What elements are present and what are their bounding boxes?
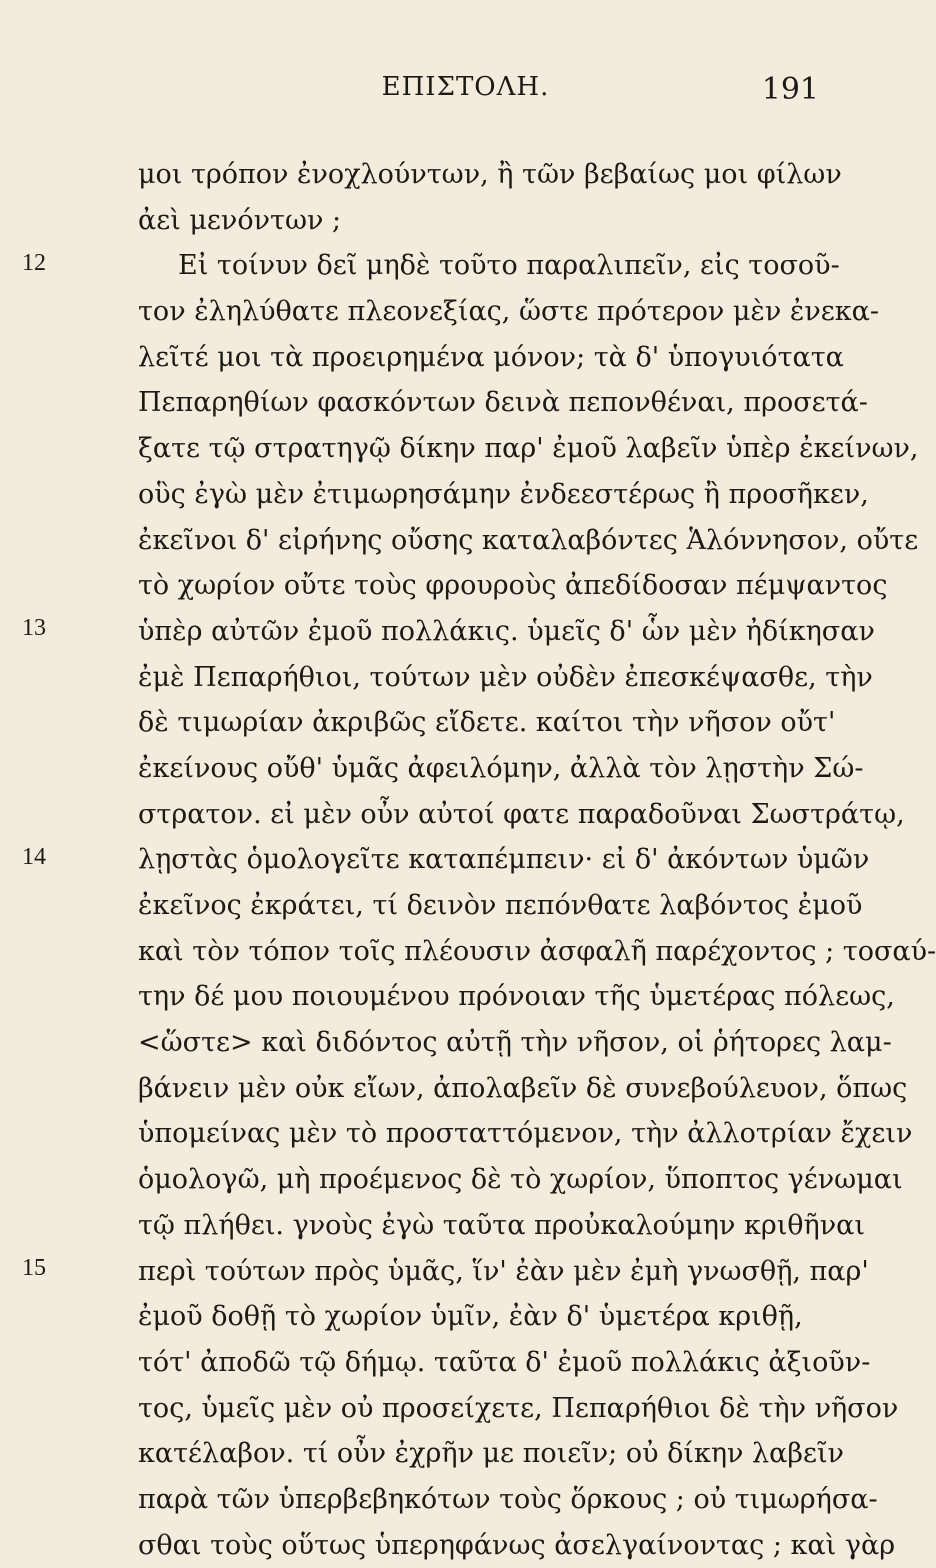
- text-line: οὓς ἐγὼ μὲν ἐτιμωρησάμην ἐνδεεστέρως ἢ προσῆκεν,: [138, 478, 869, 510]
- text-line: τότ' ἀποδῶ τῷ δήμῳ. ταῦτα δ' ἐμοῦ πολλάκις ἀξιοῦν-: [138, 1346, 871, 1378]
- text-line: Πεπαρηθίων φασκόντων δεινὰ πεπονθέναι, προσετά-: [138, 387, 868, 419]
- text-line: ἐμὲ Πεπαρήθιοι, τούτων μὲν οὐδὲν ἐπεσκέψασθε, τὴν: [138, 661, 873, 693]
- text-line: ἐκείνους οὔθ' ὑμᾶς ἀφειλόμην, ἀλλὰ τὸν λῃστὴν Σώ-: [138, 752, 864, 784]
- text-line: την δέ μου ποιουμένου πρόνοιαν τῆς ὑμετέρας πόλεως,: [138, 981, 895, 1013]
- text-line: τῷ πλήθει. γνοὺς ἐγὼ ταῦτα προὐκαλούμην κριθῆναι: [138, 1209, 865, 1241]
- text-line: μοι τρόπον ἐνοχλούντων, ἢ τῶν βεβαίως μοι φίλων: [138, 159, 842, 190]
- text-line: ὁμολογῶ, μὴ προέμενος δὲ τὸ χωρίον, ὕποπτος γένωμαι: [138, 1164, 903, 1196]
- text-line: λῃστὰς ὁμολογεῖτε καταπέμπειν· εἰ δ' ἀκόντων ὑμῶν: [138, 844, 870, 876]
- text-line: βάνειν μὲν οὐκ εἴων, ἀπολαβεῖν δὲ συνεβούλευον, ὅπως: [138, 1072, 908, 1104]
- text-line: ἐκεῖνοι δ' εἰρήνης οὔσης καταλαβόντες Ἁλόννησον, οὔτε: [138, 524, 919, 556]
- text-line: καὶ τὸν τόπον τοῖς πλέουσιν ἀσφαλῆ παρέχοντος ; τοσαύ-: [138, 935, 936, 967]
- section-number: 14: [22, 844, 46, 870]
- text-line: ὑπὲρ αὐτῶν ἐμοῦ πολλάκις. ὑμεῖς δ' ὧν μὲν ἠδίκησαν: [138, 615, 875, 647]
- text-line: τος, ὑμεῖς μὲν οὐ προσείχετε, Πεπαρήθιοι δὲ τὴν νῆσον: [138, 1392, 899, 1424]
- text-line: τον ἐληλύθατε πλεονεξίας, ὥστε πρότερον μὲν ἐνεκα-: [138, 296, 879, 328]
- text-line: ἐμοῦ δοθῇ τὸ χωρίον ὑμῖν, ἐὰν δ' ὑμετέρα κριθῇ,: [138, 1301, 803, 1333]
- text-line: δὲ τιμωρίαν ἀκριβῶς εἴδετε. καίτοι τὴν νῆσον οὔτ': [138, 707, 836, 739]
- text-line: παρὰ τῶν ὑπερβεβηκότων τοὺς ὅρκους ; οὐ τιμωρήσα-: [138, 1483, 878, 1515]
- text-line: σθαι τοὺς οὕτως ὑπερηφάνως ἀσελγαίνοντας ; καὶ γὰρ: [138, 1529, 896, 1561]
- text-line: τὸ χωρίον οὔτε τοὺς φρουροὺς ἀπεδίδοσαν πέμψαντος: [138, 570, 888, 602]
- text-line: Εἰ τοίνυν δεῖ μηδὲ τοῦτο παραλιπεῖν, εἰς τοσοῦ-: [178, 250, 840, 282]
- text-line: λεῖτέ μοι τὰ προειρημένα μόνον; τὰ δ' ὑπογυιότατα: [138, 341, 844, 373]
- text-line: ὑπομείνας μὲν τὸ προσταττόμενον, τὴν ἀλλοτρίαν ἔχειν: [138, 1118, 913, 1150]
- text-line: περὶ τούτων πρὸς ὑμᾶς, ἵν' ἐὰν μὲν ἐμὴ γνωσθῇ, παρ': [138, 1255, 869, 1287]
- page-number: 191: [761, 72, 819, 107]
- running-head: ΕΠΙΣΤΟΛΗ.: [381, 72, 550, 102]
- text-line: ξατε τῷ στρατηγῷ δίκην παρ' ἐμοῦ λαβεῖν ὑπὲρ ἐκείνων,: [138, 433, 919, 465]
- section-number: 15: [22, 1255, 46, 1281]
- text-line: ἐκεῖνος ἐκράτει, τί δεινὸν πεπόνθατε λαβόντος ἐμοῦ: [138, 890, 863, 921]
- text-line: στρατον. εἰ μὲν οὖν αὐτοί φατε παραδοῦναι Σωστράτῳ,: [138, 798, 905, 830]
- body-text: [138, 152, 936, 1568]
- section-number: 13: [22, 615, 46, 641]
- text-line: <ὥστε> καὶ διδόντος αὐτῇ τὴν νῆσον, οἱ ῥήτορες λαμ-: [138, 1027, 892, 1059]
- text-line: ἀεὶ μενόντων ;: [138, 204, 342, 236]
- section-number: 12: [22, 250, 46, 276]
- text-line: κατέλαβον. τί οὖν ἐχρῆν με ποιεῖν; οὐ δίκην λαβεῖν: [138, 1438, 844, 1470]
